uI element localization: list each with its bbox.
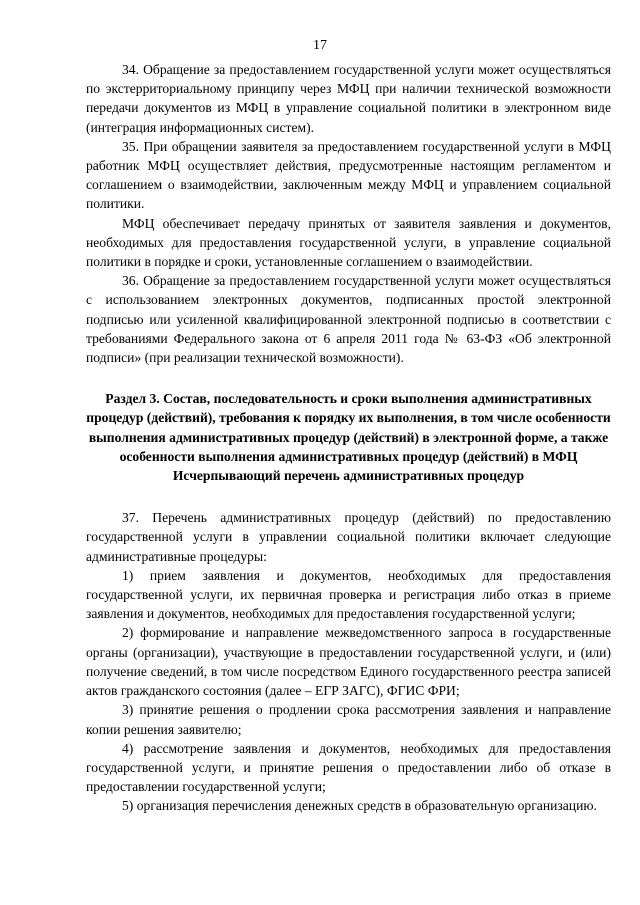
page-number: 17 [313, 38, 327, 53]
list-item-5: 5) организация перечисления денежных средств в образовательную организацию. [122, 798, 597, 814]
list-item-2: 2) формирование и направление межведомственного запроса в государственные органы (организации), участвующие в предоставлении государственной услуги, и (или) получение сведений, в том числе посредством Единого государственного реестра записей актов гражданского состояния (далее – ЕГР ЗАГС), ФГИС ФРИ; [86, 625, 611, 699]
list-item-3: 3) принятие решения о продлении срока рассмотрения заявления и направление копии решения заявителю; [86, 702, 611, 737]
paragraph-34: 34. Обращение за предоставлением государственной услуги может осуществляться по экстерриториальному принципу через МФЦ при наличии технической возможности передачи документов из МФЦ в управление социальной политики в электронном виде (интеграция информационных систем). [86, 62, 611, 135]
list-item-4: 4) рассмотрение заявления и документов, необходимых для предоставления государственной услуги, и принятие решения о предоставлении либо об отказе в предоставлении государственной услуги; [86, 740, 611, 795]
paragraph-35: 35. При обращении заявителя за предоставлением государственной услуги в МФЦ работник МФЦ осуществляет действия, предусмотренные настоящим регламентом и соглашением о взаимодействии, заключенным между МФЦ и управлением социальной политики. [86, 138, 611, 212]
section-subtitle: Исчерпывающий перечень административных процедур [172, 468, 525, 484]
paragraph-36: 36. Обращение за предоставлением государственной услуги может осуществляться с использованием электронных документов, подписанных простой электронной подписью или усиленной квалифицированной электронной подписью в соответствии с требованиями Федерального закона от 6 апреля 2011 года № 63-ФЗ «Об электронной подписи» (при реализации технической возможности). [86, 273, 611, 366]
list-item-1: 1) прием заявления и документов, необходимых для предоставления государственной услуги, их первичная проверка и регистрация либо отказ в приеме заявления и документов, необходимых для предоставления государственной услуги; [86, 567, 611, 622]
paragraph-mfc-transfer: МФЦ обеспечивает передачу принятых от заявителя заявления и документов, необходимых для предоставления государственной услуги, в управление социальной политики в порядке и сроки, установленные соглашением о взаимодействии. [86, 215, 611, 270]
section-heading [86, 389, 611, 485]
document-body [86, 60, 611, 816]
section-title: Раздел 3. Состав, последовательность и сроки выполнения административных процедур (действий), требования к порядку их выполнения, в том числе особенности выполнения административных процедур (действий) в электронной форме, а также особенности выполнения административных процедур (действий) в МФЦ [86, 391, 611, 464]
paragraph-37: 37. Перечень административных процедур (действий) по предоставлению государственной услуги в управлении социальной политики включает следующие административные процедуры: [86, 510, 611, 564]
